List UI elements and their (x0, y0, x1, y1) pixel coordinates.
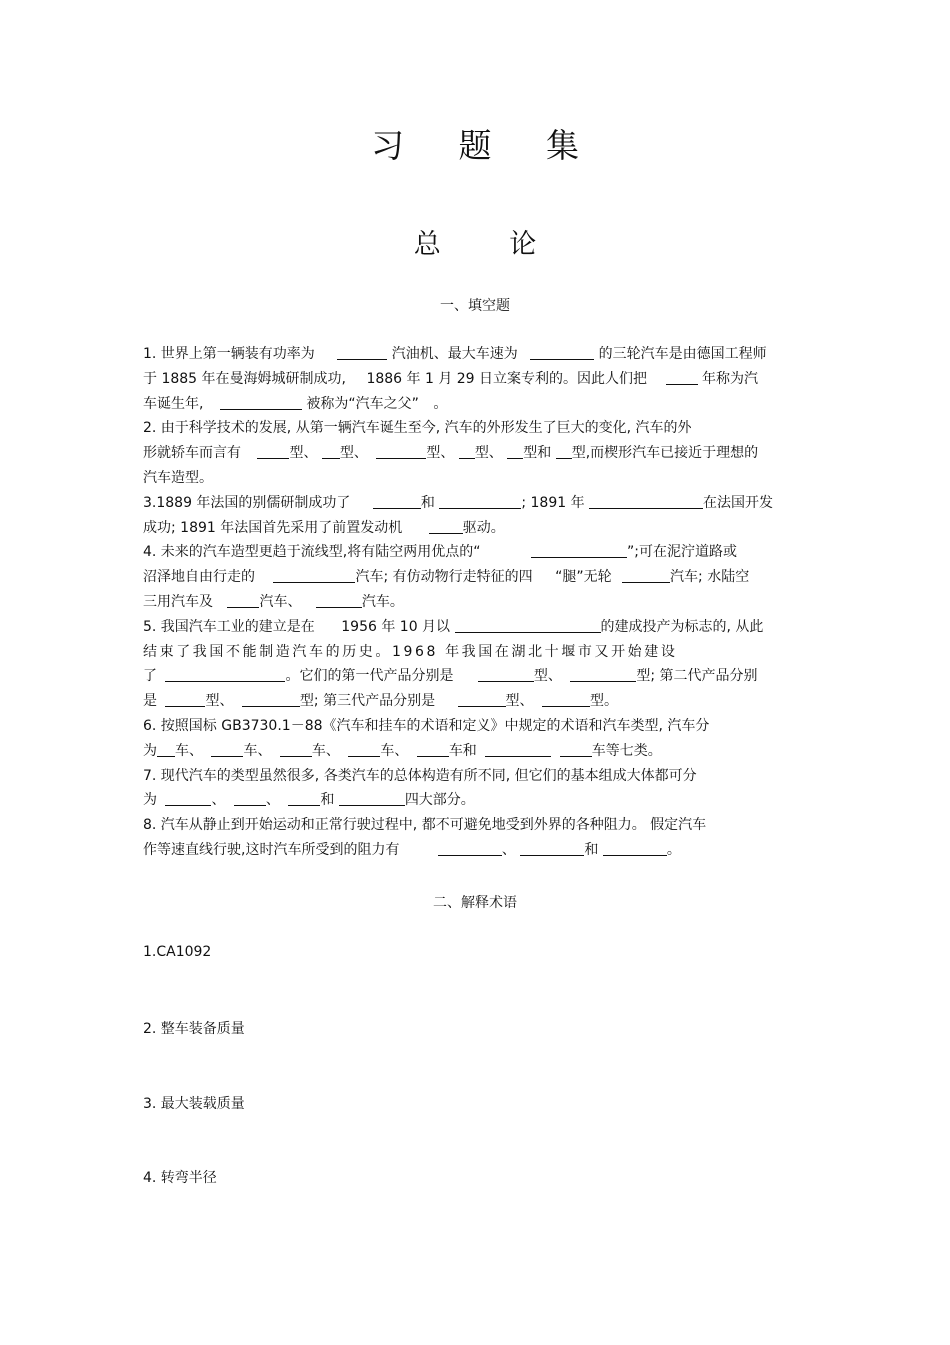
blank (322, 444, 340, 459)
blank (542, 692, 590, 707)
blank (530, 345, 594, 360)
blank (348, 742, 380, 757)
section-heading-fill-blank: 一、填空题 (440, 298, 510, 314)
blank (478, 667, 534, 682)
term-item: 1.CA1092 (143, 944, 212, 960)
blank (507, 444, 523, 459)
blank (316, 593, 362, 608)
blank (376, 444, 426, 459)
blank (220, 395, 302, 410)
blank (242, 692, 300, 707)
blank (165, 667, 285, 682)
blank (417, 742, 449, 757)
blank (520, 841, 584, 856)
blank (666, 370, 698, 385)
blank (589, 494, 703, 509)
section-heading-terms: 二、解释术语 (433, 895, 517, 911)
blank (337, 345, 387, 360)
term-item: 2. 整车装备质量 (143, 1021, 245, 1037)
blank (485, 742, 551, 757)
blank (570, 667, 636, 682)
question-8: 8. 汽车从静止到开始运动和正常行驶过程中, 都不可避免地受到外界的各种阻力。 假定汽车 作等速直线行驶,这时汽车所受到的阻力有 、 和 。 (143, 817, 707, 858)
blank (459, 444, 475, 459)
blank (257, 444, 289, 459)
fill-blank-questions (143, 342, 807, 863)
blank (373, 494, 421, 509)
question-7: 7. 现代汽车的类型虽然很多, 各类汽车的总体构造有所不同, 但它们的基本组成大体都可分 为 、 、 和 四大部分。 (143, 767, 697, 809)
blank (227, 593, 259, 608)
page-title: 习 题 集 (371, 126, 601, 165)
blank (622, 568, 670, 583)
blank (165, 791, 211, 806)
blank (165, 692, 205, 707)
question-4: 4. 未来的汽车造型更趋于流线型,将有陆空两用优点的“ ”;可在泥泞道路或 沼泽地自由行走的 汽车; 有仿动物行走特征的四 “腿”无轮 汽车; 水陆空 三用汽车及 汽车、 汽车。 (143, 544, 750, 610)
question-3: 3.1889 年法国的别儒研制成功了 和 ; 1891 年 在法国开发 成功; 1891 年法国首先采用了前置发动机 驱动。 (143, 494, 774, 536)
blank (458, 692, 506, 707)
blank (531, 543, 627, 558)
blank (234, 791, 266, 806)
blank (455, 618, 601, 633)
question-2: 2. 由于科学技术的发展, 从第一辆汽车诞生至今, 汽车的外形发生了巨大的变化, 汽车的外 形就轿车而言有 型、 型、 型、 型、 型和 型,而楔形汽车已接近于理想的 汽车造型。 (143, 420, 759, 486)
blank (429, 519, 463, 534)
blank (280, 742, 312, 757)
blank (560, 742, 592, 757)
blank (556, 444, 572, 459)
blank (439, 494, 521, 509)
chapter-title: 总 论 (413, 229, 537, 260)
blank (157, 742, 175, 757)
term-item: 4. 转弯半径 (143, 1170, 217, 1186)
blank (273, 568, 355, 583)
blank (339, 791, 405, 806)
question-6: 6. 按照国标 GB3730.1－88《汽车和挂车的术语和定义》中规定的术语和汽车类型, 汽车分 为 车、 车、 车、 车、 车和 车等七类。 (143, 717, 710, 759)
question-1: 1. 世界上第一辆装有功率为 汽油机、最大车速为 的三轮汽车是由德国工程师 于 1885 年在曼海姆城研制成功, 1886 年 1 月 29 日立案专利的。因此人们把 年称为汽 车诞生年, 被称为“汽车之父” 。 (143, 346, 767, 412)
blank (603, 841, 667, 856)
blank (288, 791, 320, 806)
question-5: 5. 我国汽车工业的建立是在 1956 年 10 月以 的建成投产为标志的, 从此 结束了我国不能制造汽车的历史。1968 年我国在湖北十堰市又开始建设 了 。它们的第一代产品分别是 型、 型; 第二代产品分别 是 型、 型; 第三代产品分别是 型、 型。 (143, 618, 764, 710)
blank (438, 841, 502, 856)
term-item: 3. 最大装载质量 (143, 1096, 245, 1112)
blank (211, 742, 243, 757)
